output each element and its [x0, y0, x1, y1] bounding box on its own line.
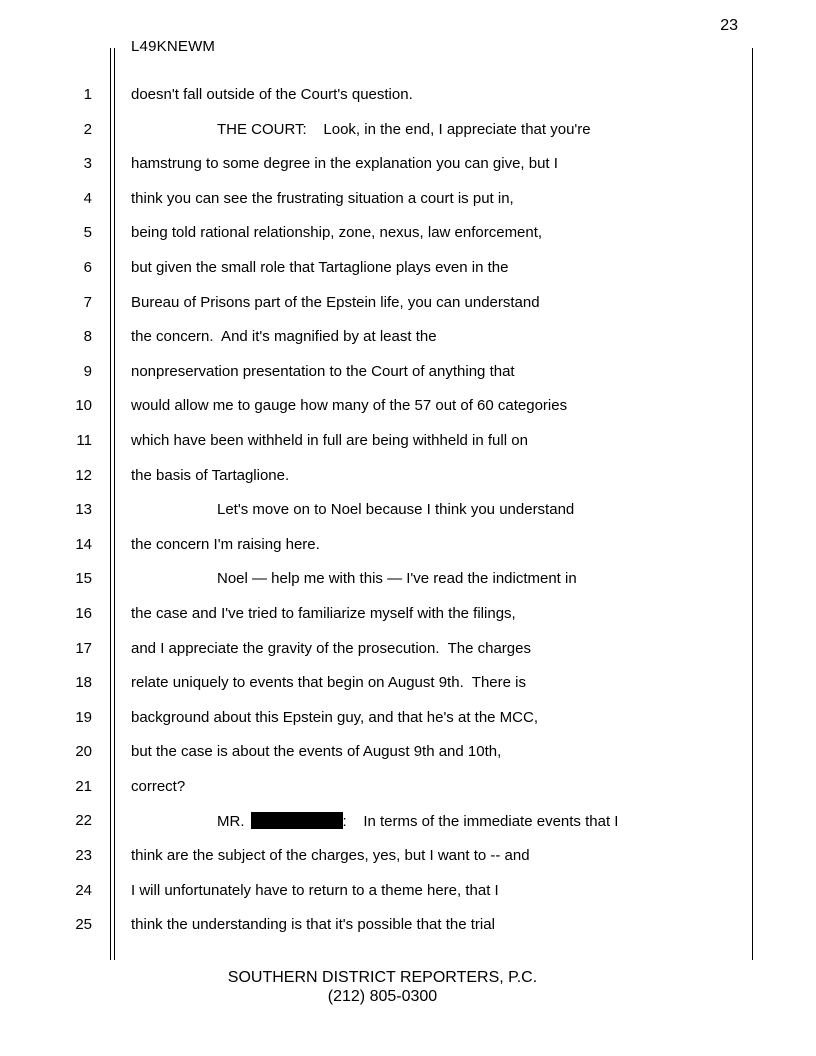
- line-text: [217, 812, 618, 830]
- transcript-line: [0, 838, 816, 873]
- speaker-statement: : In terms of the immediate events that I: [342, 813, 619, 831]
- transcript-line: [0, 561, 816, 596]
- transcript-code: L49KNEWM: [131, 38, 216, 55]
- line-number: 10: [75, 397, 92, 415]
- line-text: nonpreservation presentation to the Court of anything that: [131, 362, 515, 380]
- line-number: 3: [83, 155, 92, 173]
- line-text: correct?: [131, 777, 186, 795]
- line-text: being told rational relationship, zone, nexus, law enforcement,: [131, 224, 543, 242]
- line-text: would allow me to gauge how many of the 57 out of 60 categories: [131, 397, 568, 415]
- transcript-line: [0, 77, 816, 112]
- line-text: THE COURT: Look, in the end, I appreciate that you're: [217, 120, 591, 138]
- line-text: I will unfortunately have to return to a theme here, that I: [131, 881, 499, 899]
- transcript-line: [0, 734, 816, 769]
- transcript-line: [0, 700, 816, 735]
- line-number: 17: [75, 639, 92, 657]
- transcript-body: [0, 77, 816, 942]
- line-text: think the understanding is that it's possible that the trial: [131, 916, 495, 934]
- reporter-company: SOUTHERN DISTRICT REPORTERS, P.C.: [227, 969, 538, 986]
- line-number: 5: [83, 224, 92, 242]
- transcript-line: [0, 492, 816, 527]
- line-text: background about this Epstein guy, and that he's at the MCC,: [131, 708, 538, 726]
- transcript-line: [0, 458, 816, 493]
- line-text: the basis of Tartaglione.: [131, 466, 290, 484]
- line-text: the concern. And it's magnified by at least the: [131, 328, 437, 346]
- transcript-line: [0, 181, 816, 216]
- line-text: think you can see the frustrating situation a court is put in,: [131, 189, 514, 207]
- line-number: 8: [83, 328, 92, 346]
- line-number: 13: [75, 501, 92, 519]
- transcript-line: [0, 596, 816, 631]
- line-number: 14: [75, 535, 92, 553]
- line-text: Noel — help me with this — I've read the indictment in: [217, 570, 577, 588]
- transcript-line: [0, 319, 816, 354]
- line-text: but the case is about the events of August 9th and 10th,: [131, 743, 502, 761]
- line-text: relate uniquely to events that begin on August 9th. There is: [131, 674, 526, 692]
- transcript-line: [0, 907, 816, 942]
- transcript-line: [0, 665, 816, 700]
- line-number: 1: [83, 86, 92, 103]
- transcript-line: [0, 769, 816, 804]
- line-number: 16: [75, 604, 92, 622]
- line-text: and I appreciate the gravity of the prosecution. The charges: [131, 639, 531, 657]
- line-text: Bureau of Prisons part of the Epstein life, you can understand: [131, 293, 540, 311]
- line-number: 7: [83, 293, 92, 311]
- transcript-line: [0, 388, 816, 423]
- line-number: 19: [75, 708, 92, 726]
- redaction-block: [251, 812, 343, 829]
- transcript-line: [0, 631, 816, 666]
- line-text: the concern I'm raising here.: [131, 535, 320, 553]
- transcript-line: [0, 112, 816, 147]
- reporter-phone: (212) 805-0300: [327, 988, 438, 1005]
- line-text: Let's move on to Noel because I think you understand: [217, 501, 575, 519]
- line-number: 9: [83, 362, 92, 380]
- line-text: hamstrung to some degree in the explanation you can give, but I: [131, 155, 558, 173]
- line-number: 20: [75, 743, 92, 761]
- transcript-line: [0, 285, 816, 320]
- line-number: 12: [75, 466, 92, 484]
- line-number: 4: [83, 189, 92, 207]
- line-number: 24: [75, 881, 92, 899]
- line-number: 25: [75, 916, 92, 934]
- line-number: 21: [75, 777, 92, 795]
- line-number: 18: [75, 674, 92, 692]
- line-text: which have been withheld in full are being withheld in full on: [131, 431, 528, 449]
- line-text: but given the small role that Tartaglione plays even in the: [131, 258, 509, 276]
- line-text: think are the subject of the charges, yes, but I want to -- and: [131, 847, 530, 865]
- line-number: 2: [83, 120, 92, 138]
- transcript-line: [0, 215, 816, 250]
- page-number: 23: [720, 17, 738, 34]
- transcript-line: [0, 803, 816, 838]
- line-number: 6: [83, 258, 92, 276]
- transcript-line: [0, 146, 816, 181]
- transcript-line: [0, 527, 816, 562]
- line-text: doesn't fall outside of the Court's question.: [131, 86, 413, 103]
- transcript-line: [0, 873, 816, 908]
- speaker-label: MR.: [217, 813, 245, 831]
- transcript-line: [0, 250, 816, 285]
- line-text: the case and I've tried to familiarize myself with the filings,: [131, 604, 516, 622]
- line-number: 22: [75, 812, 92, 830]
- line-number: 11: [76, 431, 92, 449]
- line-number: 15: [75, 570, 92, 588]
- footer: [0, 968, 765, 1006]
- line-number: 23: [75, 847, 92, 865]
- transcript-line: [0, 423, 816, 458]
- transcript-line: [0, 354, 816, 389]
